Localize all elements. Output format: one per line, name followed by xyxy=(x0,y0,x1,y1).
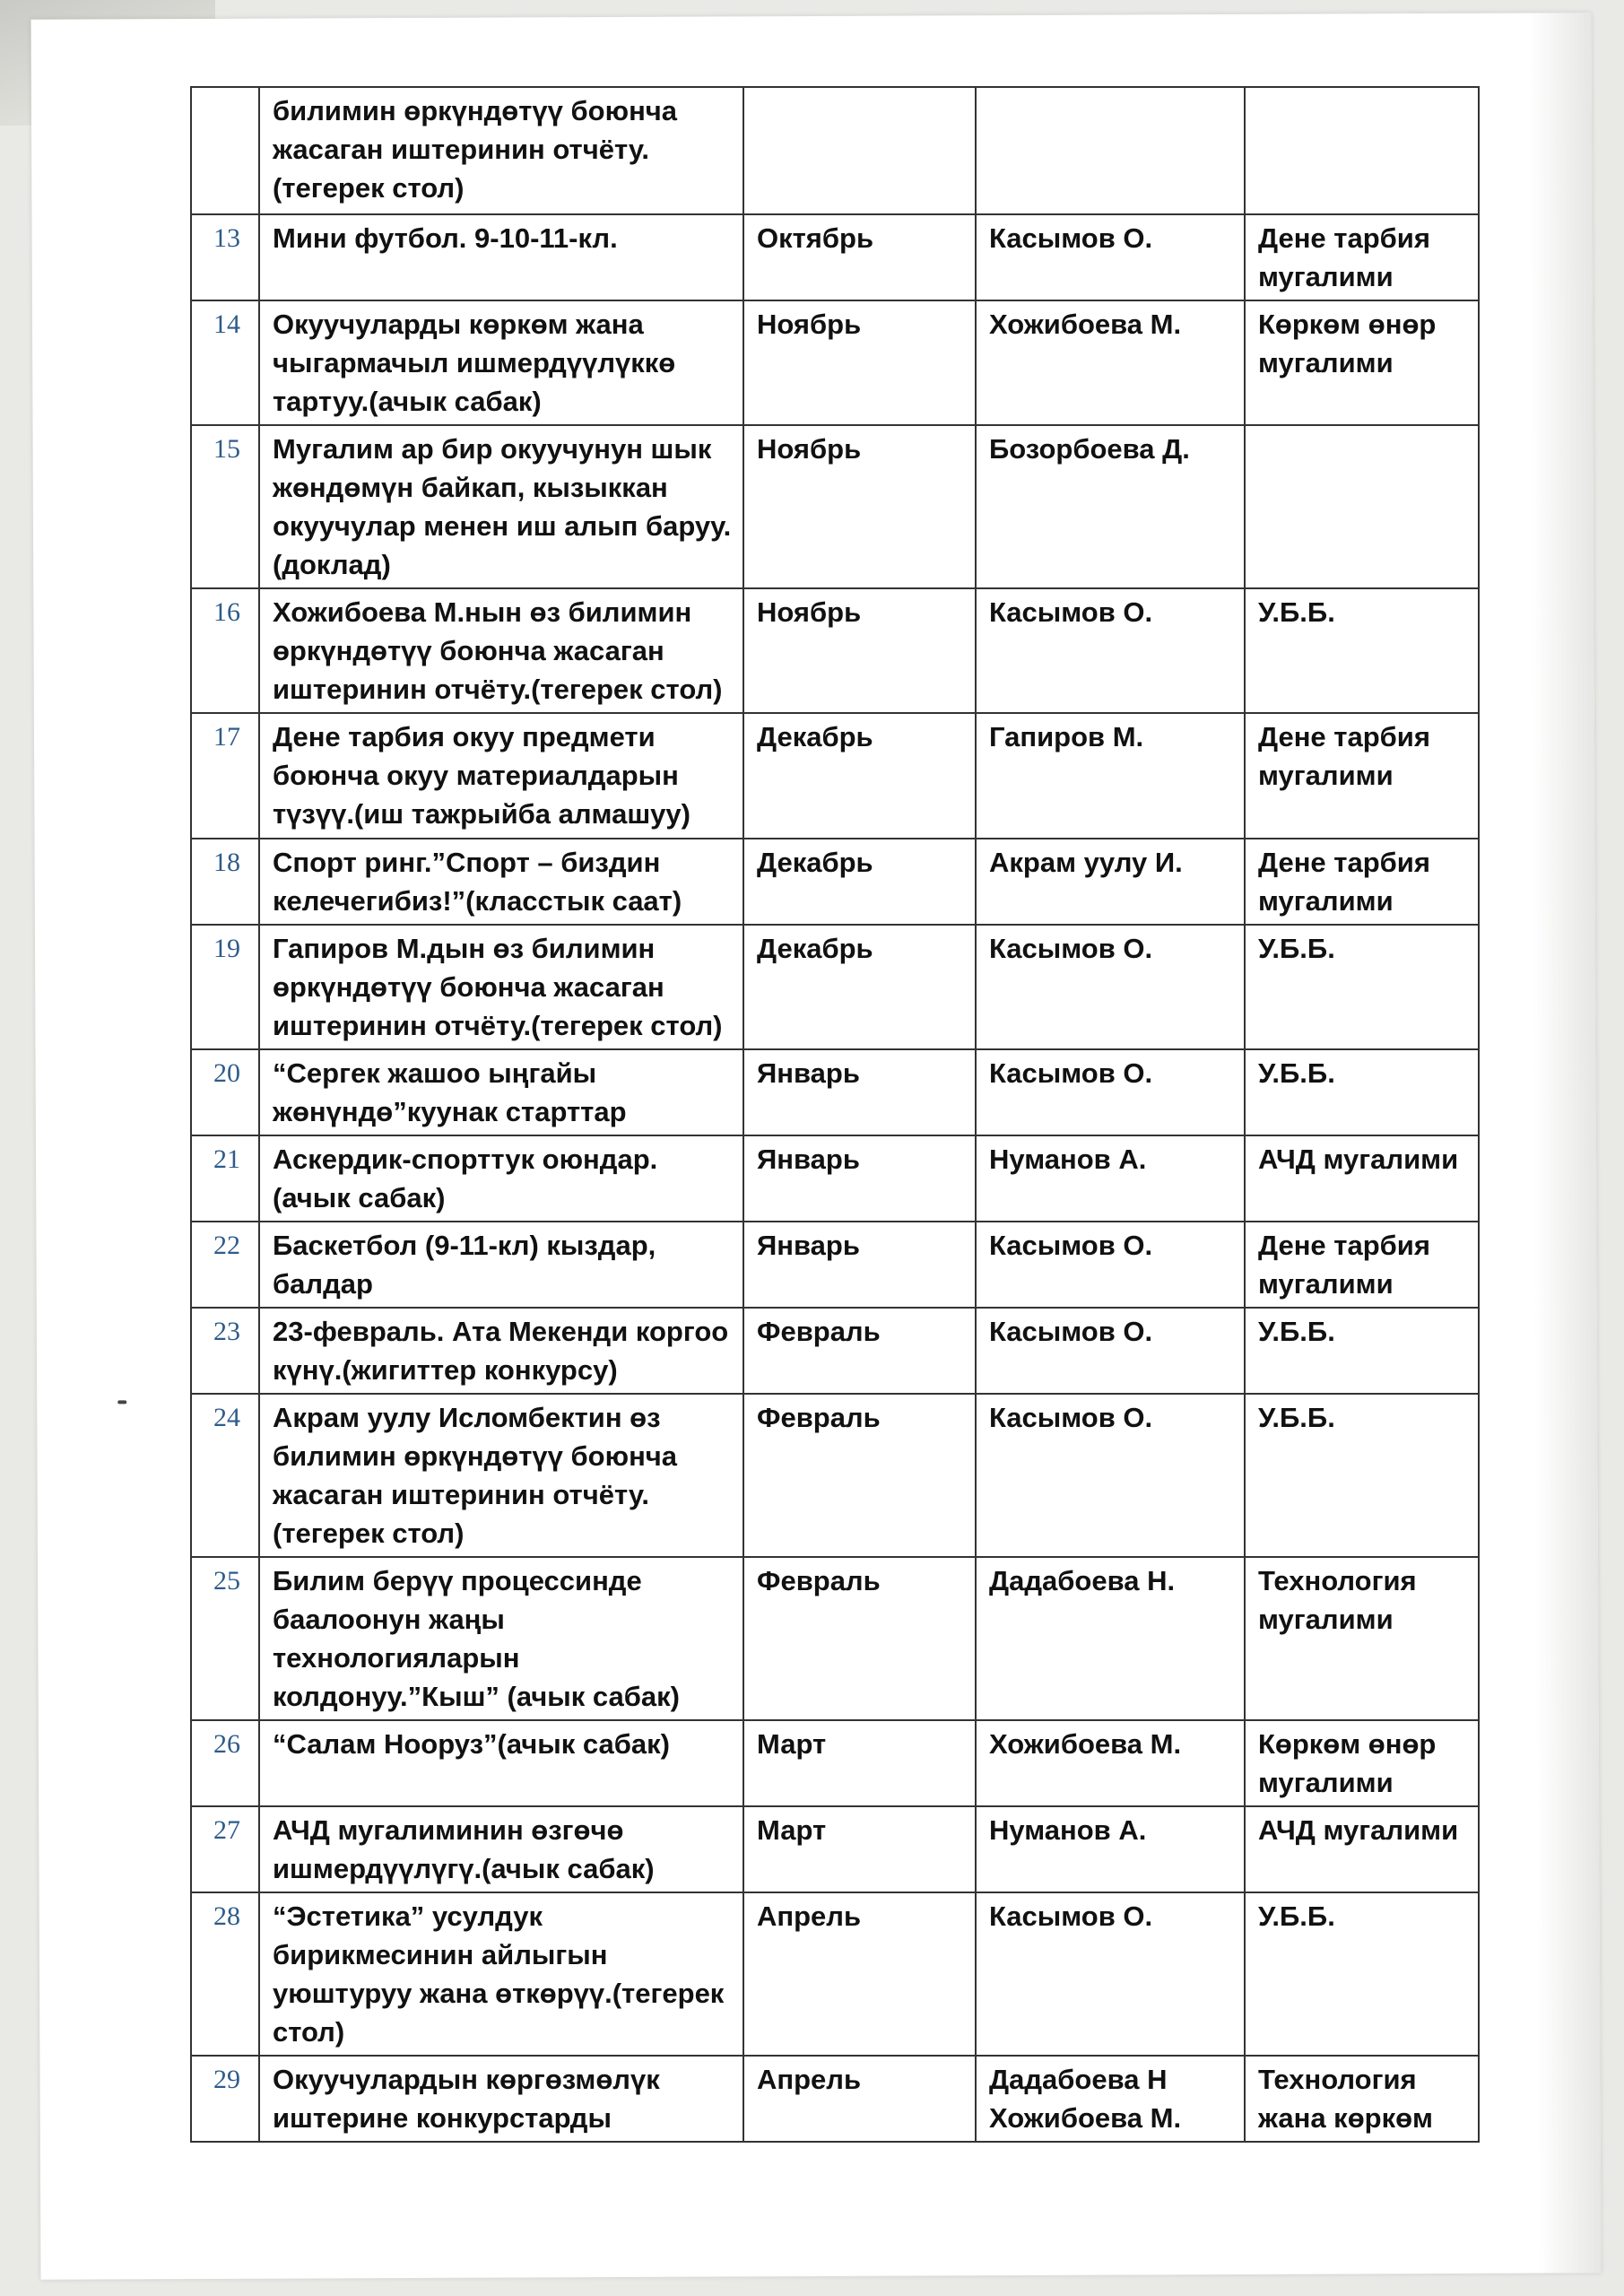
responsible-person: Касымов О. xyxy=(989,1316,1153,1347)
event-title-cell xyxy=(259,1308,743,1394)
event-plan-table-body xyxy=(191,87,1479,2142)
responsible-person: Дадабоева Н. xyxy=(989,1565,1176,1596)
event-month-cell xyxy=(743,839,976,925)
responsible-role-cell xyxy=(1245,713,1479,839)
event-month: Январь xyxy=(757,1144,860,1175)
responsible-person-cell xyxy=(976,1892,1245,2056)
responsible-role-cell xyxy=(1245,425,1479,588)
event-title: Мугалим ар бир окуучунун шык жөндөмүн байкап, кызыккан окуучулар менен иш алып баруу.(доклад) xyxy=(273,433,732,580)
responsible-role-cell xyxy=(1245,2056,1479,2142)
responsible-role: АЧД мугалими xyxy=(1258,1144,1459,1175)
responsible-person-cell xyxy=(976,588,1245,713)
event-month: Октябрь xyxy=(757,222,874,254)
event-month: Декабрь xyxy=(757,847,873,878)
responsible-role: Технология мугалими xyxy=(1258,1565,1417,1635)
event-title: “Салам Нооруз”(ачык сабак) xyxy=(273,1728,670,1760)
event-month: Декабрь xyxy=(757,721,873,752)
table-row xyxy=(191,2056,1479,2142)
event-month: Апрель xyxy=(757,1900,862,1932)
table-row xyxy=(191,214,1479,300)
responsible-role: Технология жана көркөм xyxy=(1258,2064,1433,2134)
responsible-role-cell xyxy=(1245,300,1479,425)
responsible-role: Көркөм өнөр мугалими xyxy=(1258,1728,1437,1798)
row-number-cell xyxy=(191,425,259,588)
responsible-role-cell xyxy=(1245,1394,1479,1557)
responsible-person-cell xyxy=(976,839,1245,925)
table-row xyxy=(191,1222,1479,1308)
event-month-cell xyxy=(743,425,976,588)
event-title-cell xyxy=(259,300,743,425)
responsible-person: Касымов О. xyxy=(989,222,1153,254)
table-row xyxy=(191,425,1479,588)
row-number: 25 xyxy=(213,1566,240,1596)
event-month: Ноябрь xyxy=(757,309,862,340)
row-number: 24 xyxy=(213,1403,240,1432)
responsible-person-cell xyxy=(976,1806,1245,1892)
event-month-cell xyxy=(743,1308,976,1394)
row-number-cell xyxy=(191,214,259,300)
event-title: Билим берүү процессинде баалоонун жаңы технологияларын колдонуу.”Кыш” (ачык сабак) xyxy=(273,1565,680,1712)
row-number-cell xyxy=(191,839,259,925)
event-title: Дене тарбия окуу предмети боюнча окуу материалдарын түзүү.(иш тажрыйба алмашуу) xyxy=(273,721,690,830)
event-title: 23-февраль. Ата Мекенди коргоо күнү.(жигиттер конкурсу) xyxy=(273,1316,729,1386)
responsible-person: Хожибоева М. xyxy=(989,309,1182,340)
event-month-cell xyxy=(743,1394,976,1557)
responsible-person: Акрам уулу И. xyxy=(989,847,1183,878)
responsible-person: Касымов О. xyxy=(989,1402,1153,1433)
event-title-cell xyxy=(259,1222,743,1308)
responsible-role: У.Б.Б. xyxy=(1258,1057,1335,1089)
event-month-cell xyxy=(743,1806,976,1892)
event-month-cell xyxy=(743,1557,976,1720)
event-title-cell xyxy=(259,713,743,839)
table-row xyxy=(191,713,1479,839)
event-month-cell xyxy=(743,2056,976,2142)
event-month-cell xyxy=(743,1892,976,2056)
row-number: 28 xyxy=(213,1901,240,1931)
event-month-cell xyxy=(743,300,976,425)
event-title-cell xyxy=(259,1720,743,1806)
row-number: 22 xyxy=(213,1231,240,1260)
table-row xyxy=(191,1557,1479,1720)
event-month-cell xyxy=(743,87,976,214)
event-title: билимин өркүндөтүү боюнча жасаган иштеринин отчёту.(тегерек стол) xyxy=(273,95,678,204)
event-title: Спорт ринг.”Спорт – биздин келечегибиз!”(класстык саат) xyxy=(273,847,682,917)
table-row xyxy=(191,588,1479,713)
responsible-role-cell xyxy=(1245,214,1479,300)
responsible-role: Дене тарбия мугалими xyxy=(1258,222,1430,292)
table-row xyxy=(191,87,1479,214)
table-row xyxy=(191,1049,1479,1135)
responsible-role-cell xyxy=(1245,1806,1479,1892)
event-title-cell xyxy=(259,839,743,925)
event-title-cell xyxy=(259,214,743,300)
responsible-person-cell xyxy=(976,1222,1245,1308)
responsible-person: Гапиров М. xyxy=(989,721,1144,752)
responsible-person: Нуманов А. xyxy=(989,1814,1147,1846)
responsible-person-cell xyxy=(976,1049,1245,1135)
row-number: 21 xyxy=(213,1144,240,1174)
responsible-role-cell xyxy=(1245,588,1479,713)
responsible-person-cell xyxy=(976,1720,1245,1806)
event-month: Февраль xyxy=(757,1402,881,1433)
event-month: Февраль xyxy=(757,1565,881,1596)
row-number-cell xyxy=(191,1308,259,1394)
event-title: Баскетбол (9-11-кл) кыздар, балдар xyxy=(273,1230,656,1300)
row-number-cell xyxy=(191,713,259,839)
event-title: Акрам уулу Исломбектин өз билимин өркүндөтүү боюнча жасаган иштеринин отчёту.(тегерек стол) xyxy=(273,1402,678,1549)
event-month-cell xyxy=(743,588,976,713)
event-plan-table xyxy=(190,86,1480,2143)
event-month: Март xyxy=(757,1728,827,1760)
responsible-person: Касымов О. xyxy=(989,1230,1153,1261)
row-number-cell xyxy=(191,1557,259,1720)
event-title: Мини футбол. 9-10-11-кл. xyxy=(273,222,618,254)
event-title: “Сергек жашоо ыңгайы жөнүндө”куунак старттар xyxy=(273,1057,627,1127)
row-number-cell xyxy=(191,2056,259,2142)
event-month: Ноябрь xyxy=(757,433,862,465)
row-number: 29 xyxy=(213,2065,240,2094)
responsible-role: У.Б.Б. xyxy=(1258,1402,1335,1433)
row-number: 14 xyxy=(213,309,240,339)
row-number: 27 xyxy=(213,1815,240,1845)
event-title: “Эстетика” усулдук бирикмесинин айлыгын уюштуруу жана өткөрүү.(тегерек стол) xyxy=(273,1900,725,2048)
responsible-person-cell xyxy=(976,1394,1245,1557)
table-row xyxy=(191,925,1479,1049)
responsible-person-cell xyxy=(976,1557,1245,1720)
table-row xyxy=(191,1892,1479,2056)
event-month-cell xyxy=(743,1222,976,1308)
event-title-cell xyxy=(259,1135,743,1222)
event-title-cell xyxy=(259,425,743,588)
responsible-role-cell xyxy=(1245,87,1479,214)
responsible-person-cell xyxy=(976,214,1245,300)
event-title: Окуучулардын көргөзмөлүк иштерине конкурстарды xyxy=(273,2064,660,2134)
event-month-cell xyxy=(743,925,976,1049)
row-number: 18 xyxy=(213,848,240,877)
event-title: Аскердик-спорттук оюндар.(ачык сабак) xyxy=(273,1144,658,1213)
row-number-cell xyxy=(191,1806,259,1892)
responsible-role-cell xyxy=(1245,1892,1479,2056)
event-title-cell xyxy=(259,1892,743,2056)
row-number-cell xyxy=(191,1049,259,1135)
event-title-cell xyxy=(259,87,743,214)
responsible-person: Нуманов А. xyxy=(989,1144,1147,1175)
responsible-person: Хожибоева М. xyxy=(989,1728,1182,1760)
row-number: 17 xyxy=(213,722,240,752)
event-title: Окуучуларды көркөм жана чыгармачыл ишмердүүлүккө тартуу.(ачык сабак) xyxy=(273,309,676,417)
responsible-role: У.Б.Б. xyxy=(1258,1900,1335,1932)
event-month-cell xyxy=(743,1135,976,1222)
responsible-role: Көркөм өнөр мугалими xyxy=(1258,309,1437,378)
row-number-cell xyxy=(191,1720,259,1806)
table-row xyxy=(191,1720,1479,1806)
row-number: 23 xyxy=(213,1317,240,1346)
responsible-role-cell xyxy=(1245,839,1479,925)
responsible-person: Касымов О. xyxy=(989,933,1153,964)
event-month: Февраль xyxy=(757,1316,881,1347)
responsible-role-cell xyxy=(1245,1222,1479,1308)
responsible-role: Дене тарбия мугалими xyxy=(1258,721,1430,791)
row-number-cell xyxy=(191,925,259,1049)
responsible-person-cell xyxy=(976,1308,1245,1394)
event-title-cell xyxy=(259,1394,743,1557)
row-number: 13 xyxy=(213,223,240,253)
row-number: 15 xyxy=(213,434,240,464)
row-number-cell xyxy=(191,300,259,425)
responsible-role-cell xyxy=(1245,1720,1479,1806)
event-title-cell xyxy=(259,1049,743,1135)
responsible-role: Дене тарбия мугалими xyxy=(1258,1230,1430,1300)
event-month-cell xyxy=(743,1720,976,1806)
row-number-cell xyxy=(191,87,259,214)
event-title-cell xyxy=(259,588,743,713)
responsible-person-cell xyxy=(976,425,1245,588)
responsible-person-cell xyxy=(976,87,1245,214)
event-month: Апрель xyxy=(757,2064,862,2095)
event-title-cell xyxy=(259,1557,743,1720)
table-row xyxy=(191,1394,1479,1557)
table-row xyxy=(191,1806,1479,1892)
responsible-role-cell xyxy=(1245,1308,1479,1394)
event-month-cell xyxy=(743,713,976,839)
responsible-role-cell xyxy=(1245,1049,1479,1135)
event-month: Март xyxy=(757,1814,827,1846)
event-month-cell xyxy=(743,1049,976,1135)
responsible-role-cell xyxy=(1245,1135,1479,1222)
responsible-person-cell xyxy=(976,713,1245,839)
event-title: АЧД мугалиминин өзгөчө ишмердүүлүгү.(ачык сабак) xyxy=(273,1814,655,1884)
event-title: Гапиров М.дын өз билимин өркүндөтүү боюнча жасаган иштеринин отчёту.(тегерек стол) xyxy=(273,933,723,1041)
responsible-person: Бозорбоева Д. xyxy=(989,433,1190,465)
event-month: Ноябрь xyxy=(757,596,862,628)
event-title-cell xyxy=(259,925,743,1049)
responsible-role: Дене тарбия мугалими xyxy=(1258,847,1430,917)
responsible-person: Дадабоева Н Хожибоева М. xyxy=(989,2064,1182,2134)
responsible-role: АЧД мугалими xyxy=(1258,1814,1459,1846)
event-title-cell xyxy=(259,2056,743,2142)
responsible-role-cell xyxy=(1245,925,1479,1049)
event-title: Хожибоева М.нын өз билимин өркүндөтүү боюнча жасаган иштеринин отчёту.(тегерек стол) xyxy=(273,596,723,705)
responsible-role-cell xyxy=(1245,1557,1479,1720)
responsible-person: Касымов О. xyxy=(989,1057,1153,1089)
row-number-cell xyxy=(191,1892,259,2056)
responsible-person-cell xyxy=(976,1135,1245,1222)
responsible-person: Касымов О. xyxy=(989,596,1153,628)
event-month-cell xyxy=(743,214,976,300)
row-number: 20 xyxy=(213,1058,240,1088)
table-row xyxy=(191,1135,1479,1222)
row-number: 19 xyxy=(213,934,240,963)
event-month: Январь xyxy=(757,1057,860,1089)
table-row xyxy=(191,300,1479,425)
row-number: 26 xyxy=(213,1729,240,1759)
row-number-cell xyxy=(191,1394,259,1557)
responsible-person: Касымов О. xyxy=(989,1900,1153,1932)
event-month: Декабрь xyxy=(757,933,873,964)
responsible-person-cell xyxy=(976,300,1245,425)
responsible-role: У.Б.Б. xyxy=(1258,596,1335,628)
row-number-cell xyxy=(191,588,259,713)
row-number-cell xyxy=(191,1135,259,1222)
ink-speck xyxy=(117,1400,126,1404)
event-title-cell xyxy=(259,1806,743,1892)
table-row xyxy=(191,839,1479,925)
row-number: 16 xyxy=(213,597,240,627)
responsible-role: У.Б.Б. xyxy=(1258,1316,1335,1347)
row-number-cell xyxy=(191,1222,259,1308)
event-month: Январь xyxy=(757,1230,860,1261)
responsible-person-cell xyxy=(976,2056,1245,2142)
table-row xyxy=(191,1308,1479,1394)
responsible-role: У.Б.Б. xyxy=(1258,933,1335,964)
responsible-person-cell xyxy=(976,925,1245,1049)
